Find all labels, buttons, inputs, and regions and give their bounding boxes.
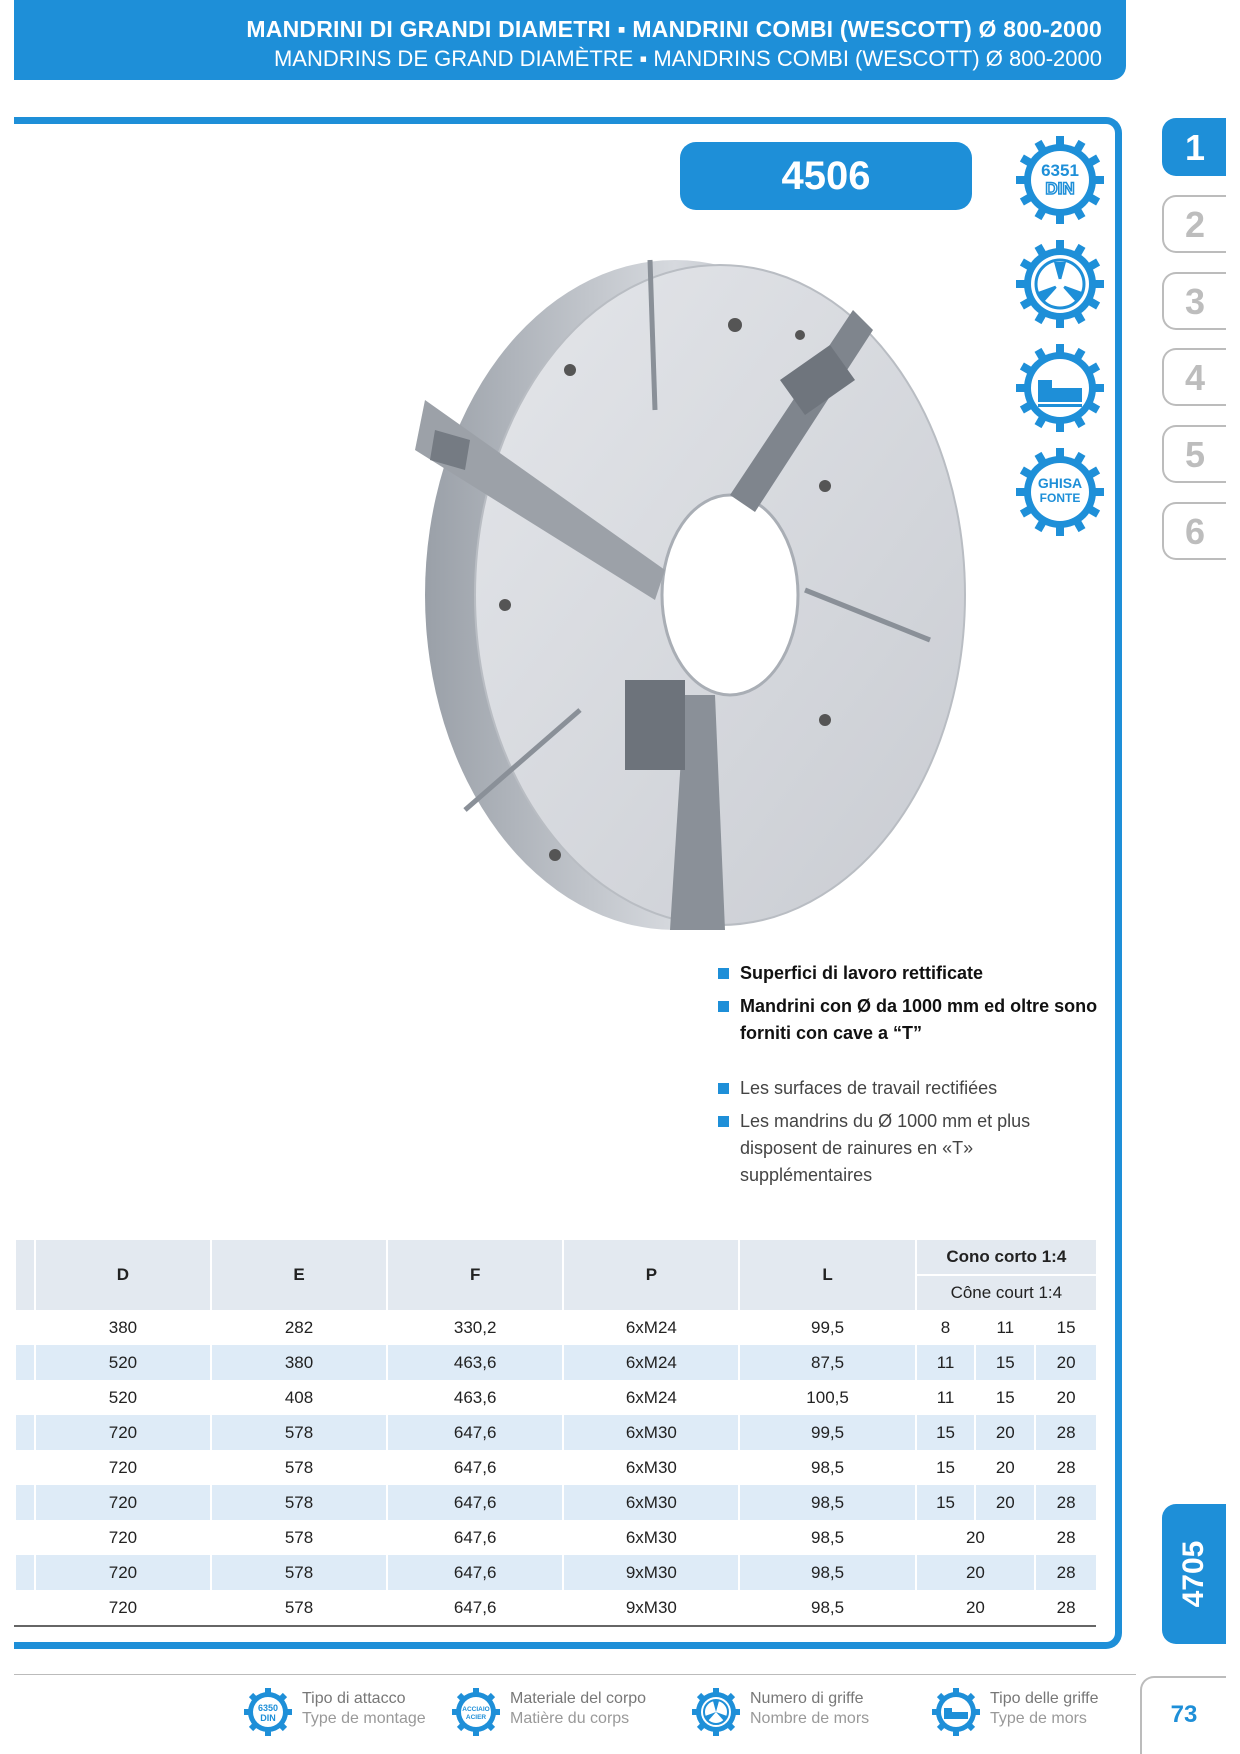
three-jaw-gear-icon — [1016, 240, 1104, 328]
model-number: 4506 — [680, 142, 972, 210]
legend-jaws-it: Numero di griffe — [750, 1690, 864, 1707]
header-title-fr: MANDRINS DE GRAND DIAMÈTRE ▪ MANDRINS COMBI (WESCOTT) Ø 800-2000 — [273, 46, 1102, 71]
svg-text:ACCIAIO: ACCIAIO — [462, 1706, 490, 1713]
table-row — [15, 1380, 1096, 1415]
page-number: 73 — [1140, 1676, 1226, 1754]
cell-p: 6xM30 — [563, 1520, 739, 1555]
jaw-type-small-icon — [932, 1688, 980, 1736]
table-row — [15, 1415, 1096, 1450]
cell-e: 282 — [211, 1310, 387, 1345]
cell-d: 520 — [35, 1345, 211, 1380]
footer-divider — [14, 1674, 1136, 1675]
cell-cono: 11 — [916, 1380, 976, 1415]
col-header-cono-it: Cono corto 1:4 — [916, 1240, 1096, 1275]
cell-e: 380 — [211, 1345, 387, 1380]
steel-material-small-icon — [452, 1688, 500, 1736]
cell-cono: 28 — [1035, 1590, 1096, 1626]
col-header-l: L — [739, 1240, 915, 1310]
dimensions-table — [14, 1240, 1096, 1627]
svg-text:ACIER: ACIER — [465, 1714, 487, 1721]
cell-cono: 20 — [975, 1415, 1035, 1450]
cell-cono: 8 — [916, 1310, 976, 1345]
table-row — [15, 1590, 1096, 1626]
cell-p: 9xM30 — [563, 1590, 739, 1626]
product-code-tab — [1162, 1504, 1226, 1644]
tab-section-2[interactable]: 2 — [1162, 195, 1226, 253]
feature-it-2: Mandrini con Ø da 1000 mm ed oltre sono forniti con cave a “T” — [718, 993, 1098, 1047]
cell-cono: 28 — [1035, 1485, 1096, 1520]
tab-section-6[interactable]: 6 — [1162, 502, 1226, 560]
table-row — [15, 1345, 1096, 1380]
cell-p: 6xM30 — [563, 1485, 739, 1520]
jaw-type-gear-icon — [1016, 344, 1104, 432]
legend-jawtype-fr: Type de mors — [990, 1710, 1087, 1727]
col-header-d: D — [35, 1240, 211, 1310]
legend-material-fr: Matière du corps — [510, 1710, 630, 1727]
tab-section-4[interactable]: 4 — [1162, 348, 1226, 406]
cell-p: 6xM24 — [563, 1380, 739, 1415]
table-row — [15, 1310, 1096, 1345]
tab-section-1[interactable]: 1 — [1162, 118, 1226, 176]
cell-p: 6xM24 — [563, 1345, 739, 1380]
cell-d: 520 — [35, 1380, 211, 1415]
legend-material-it: Materiale del corpo — [510, 1690, 647, 1707]
legend-jaws-fr: Nombre de mors — [750, 1710, 870, 1727]
cell-cono: 20 — [975, 1485, 1035, 1520]
svg-text:DIN: DIN — [1045, 179, 1075, 198]
cell-l: 87,5 — [739, 1345, 915, 1380]
cell-cono: 11 — [975, 1310, 1035, 1345]
cell-e: 578 — [211, 1590, 387, 1626]
header-banner — [14, 0, 1126, 80]
tab-section-5[interactable]: 5 — [1162, 425, 1226, 483]
cell-cono: 15 — [975, 1380, 1035, 1415]
cell-e: 578 — [211, 1415, 387, 1450]
cell-f: 330,2 — [387, 1310, 563, 1345]
svg-text:6350: 6350 — [257, 1703, 279, 1713]
col-header-e: E — [211, 1240, 387, 1310]
cell-f: 647,6 — [387, 1590, 563, 1626]
svg-text:6351: 6351 — [1041, 161, 1079, 180]
cell-d: 720 — [35, 1590, 211, 1626]
cell-cono: 28 — [1035, 1520, 1096, 1555]
cell-l: 98,5 — [739, 1590, 915, 1626]
cell-p: 6xM30 — [563, 1415, 739, 1450]
cell-cono: 11 — [916, 1345, 976, 1380]
cell-cono: 15 — [1035, 1310, 1096, 1345]
cell-f: 647,6 — [387, 1520, 563, 1555]
cell-cono: 28 — [1035, 1415, 1096, 1450]
cell-p: 9xM30 — [563, 1555, 739, 1590]
cell-d: 720 — [35, 1450, 211, 1485]
cell-cono: 28 — [1035, 1450, 1096, 1485]
cell-p: 6xM24 — [563, 1310, 739, 1345]
cell-p: 6xM30 — [563, 1450, 739, 1485]
cell-e: 578 — [211, 1555, 387, 1590]
feature-it-1: Superfici di lavoro rettificate — [718, 960, 1098, 987]
cell-f: 647,6 — [387, 1450, 563, 1485]
cell-cono: 20 — [1035, 1345, 1096, 1380]
header-title-it: MANDRINI DI GRANDI DIAMETRI ▪ MANDRINI COMBI (WESCOTT) Ø 800-2000 — [246, 16, 1102, 42]
legend-mount-it: Tipo di attacco — [302, 1690, 406, 1707]
feature-fr-1: Les surfaces de travail rectifiées — [718, 1075, 1098, 1102]
cell-d: 720 — [35, 1485, 211, 1520]
table-row — [15, 1520, 1096, 1555]
cell-l: 98,5 — [739, 1555, 915, 1590]
din-mount-gear-icon — [1016, 136, 1104, 224]
cell-l: 98,5 — [739, 1520, 915, 1555]
svg-text:DIN: DIN — [260, 1713, 276, 1723]
cell-cono: 28 — [1035, 1555, 1096, 1590]
cell-l: 98,5 — [739, 1450, 915, 1485]
cell-cono: 15 — [975, 1345, 1035, 1380]
cell-e: 578 — [211, 1450, 387, 1485]
cell-l: 99,5 — [739, 1310, 915, 1345]
cell-cono: 20 — [916, 1555, 1036, 1590]
table-row — [15, 1555, 1096, 1590]
cell-f: 647,6 — [387, 1485, 563, 1520]
cell-cono: 15 — [916, 1415, 976, 1450]
feature-fr-2: Les mandrins du Ø 1000 mm et plus disposent de rainures en «T» supplémentaires — [718, 1108, 1098, 1189]
svg-text:FONTE: FONTE — [1039, 491, 1081, 505]
tab-section-3[interactable]: 3 — [1162, 272, 1226, 330]
cell-e: 408 — [211, 1380, 387, 1415]
cell-f: 463,6 — [387, 1380, 563, 1415]
cell-d: 720 — [35, 1555, 211, 1590]
cell-d: 720 — [35, 1415, 211, 1450]
cell-d: 380 — [35, 1310, 211, 1345]
cast-iron-gear-icon — [1016, 448, 1104, 536]
cell-l: 100,5 — [739, 1380, 915, 1415]
table-row — [15, 1485, 1096, 1520]
cell-f: 647,6 — [387, 1415, 563, 1450]
three-jaw-small-icon — [692, 1688, 740, 1736]
col-header-f: F — [387, 1240, 563, 1310]
cell-d: 720 — [35, 1520, 211, 1555]
cell-cono: 20 — [1035, 1380, 1096, 1415]
cell-f: 463,6 — [387, 1345, 563, 1380]
col-header-p: P — [563, 1240, 739, 1310]
cell-l: 98,5 — [739, 1485, 915, 1520]
col-header-cono-fr: Cône court 1:4 — [916, 1275, 1096, 1310]
din-mount-small-icon — [244, 1688, 292, 1736]
table-header-stub — [15, 1240, 35, 1310]
cell-f: 647,6 — [387, 1555, 563, 1590]
cell-cono: 20 — [975, 1450, 1035, 1485]
product-code: 4705 — [1177, 1540, 1210, 1608]
cell-cono: 15 — [916, 1450, 976, 1485]
cell-e: 578 — [211, 1520, 387, 1555]
feature-list — [718, 960, 1098, 1195]
cell-cono: 20 — [916, 1520, 1036, 1555]
cell-cono: 15 — [916, 1485, 976, 1520]
cell-cono: 20 — [916, 1590, 1036, 1626]
legend-jawtype-it: Tipo delle griffe — [990, 1690, 1099, 1707]
cell-l: 99,5 — [739, 1415, 915, 1450]
cell-e: 578 — [211, 1485, 387, 1520]
table-row — [15, 1450, 1096, 1485]
legend-mount-fr: Type de montage — [302, 1710, 426, 1727]
svg-text:GHISA: GHISA — [1037, 475, 1083, 491]
chuck-illustration — [385, 250, 975, 940]
